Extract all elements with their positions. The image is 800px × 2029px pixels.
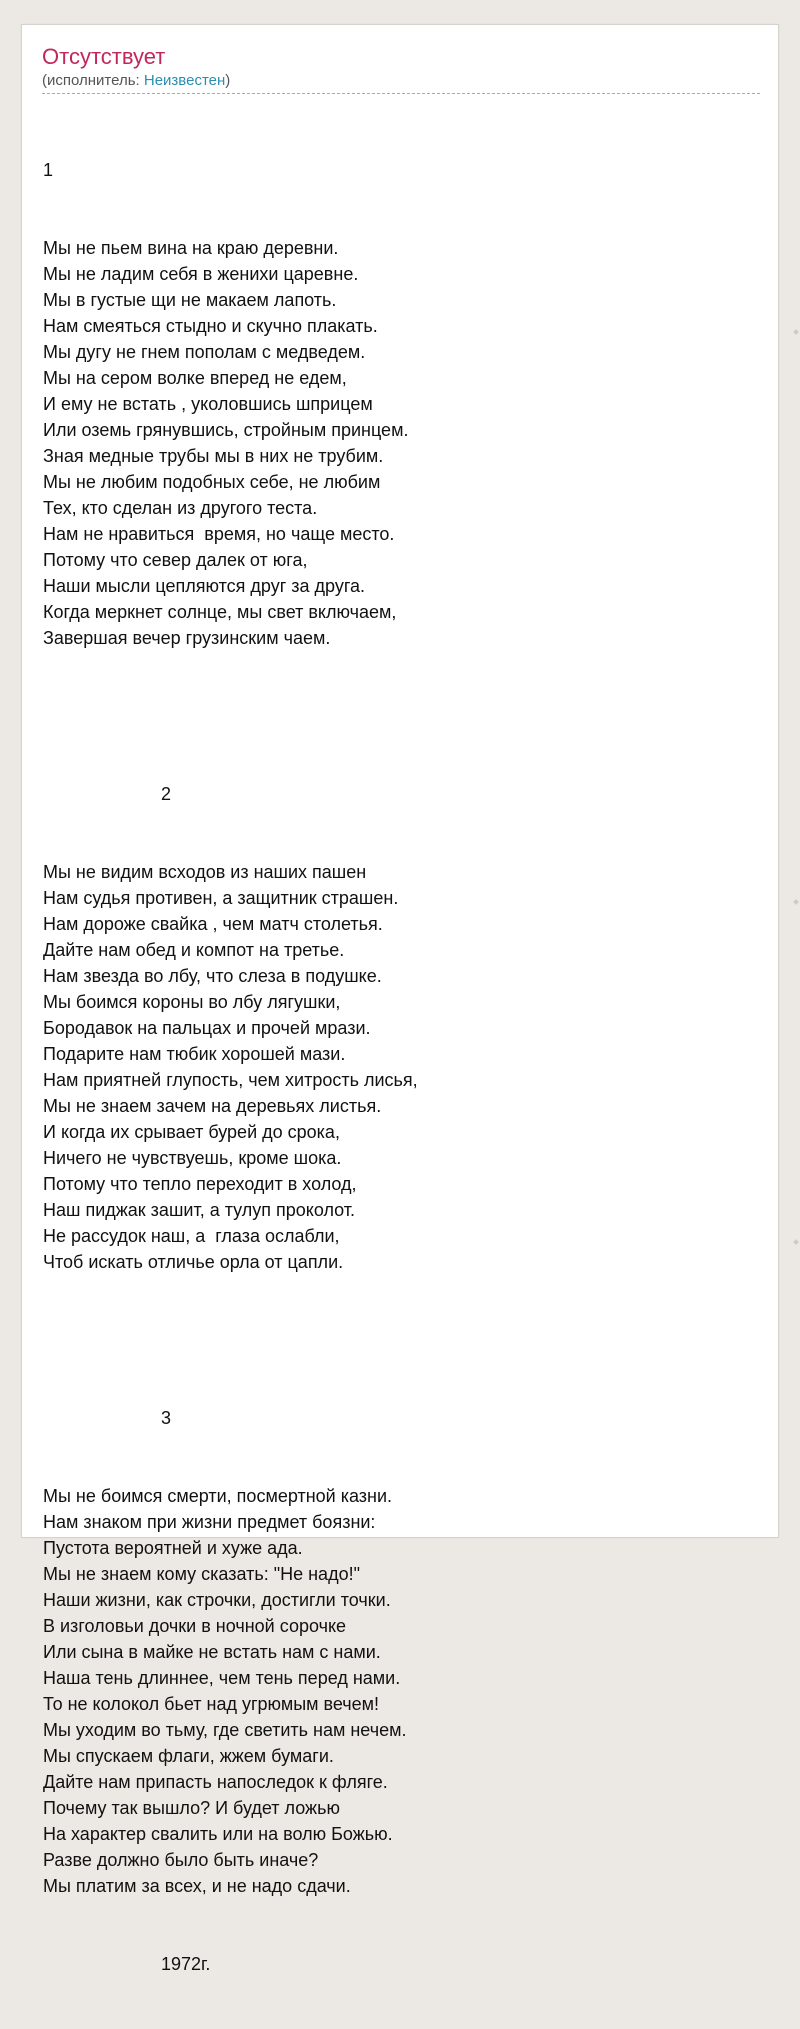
artist-suffix: ) <box>225 72 231 89</box>
lyric-line: Мы дугу не гнем пополам с медведем. <box>43 342 366 362</box>
lyric-line: Или оземь грянувшись, стройным принцем. <box>43 420 409 440</box>
lyric-line: То не колокол бьет над угрюмым вечем! <box>43 1694 380 1714</box>
lyric-line: Пустота вероятней и хуже ада. <box>43 1538 303 1558</box>
lyric-line: Чтоб искать отличье орла от цапли. <box>43 1252 344 1272</box>
lyric-line: Нам смеяться стыдно и скучно плакать. <box>43 316 378 336</box>
lyric-line: Нам приятней глупость, чем хитрость лисья, <box>43 1070 418 1090</box>
verse-3 <box>43 1483 760 1899</box>
lyric-line: И ему не встать , уколовшись шприцем <box>43 394 373 414</box>
lyric-line: Нам судья противен, а защитник страшен. <box>43 888 399 908</box>
verse-2 <box>43 859 760 1275</box>
artist-line <box>42 71 760 94</box>
lyric-line: Наш пиджак зашит, а тулуп проколот. <box>43 1200 356 1220</box>
verse-number: 1 <box>43 160 54 180</box>
lyric-line: Мы боимся короны во лбу лягушки, <box>43 992 341 1012</box>
lyric-line: Зная медные трубы мы в них не трубим. <box>43 446 384 466</box>
lyric-line: Когда меркнет солнце, мы свет включаем, <box>43 602 397 622</box>
lyric-line: Или сына в майке не встать нам с нами. <box>43 1642 381 1662</box>
artist-prefix: (исполнитель: <box>42 72 144 89</box>
lyric-line: Ничего не чувствуешь, кроме шока. <box>43 1148 342 1168</box>
verse-1 <box>43 235 760 651</box>
lyric-line: Мы платим за всех, и не надо сдачи. <box>43 1876 351 1896</box>
lyric-line: Почему так вышло? И будет ложью <box>43 1798 340 1818</box>
lyric-line: Мы не пьем вина на краю деревни. <box>43 238 339 258</box>
lyric-line: Мы не знаем кому сказать: "Не надо!" <box>43 1564 360 1584</box>
lyric-line: И когда их срывает бурей до срока, <box>43 1122 340 1142</box>
lyric-line: Мы на сером волке вперед не едем, <box>43 368 347 388</box>
lyric-line: Завершая вечер грузинским чаем. <box>43 628 331 648</box>
song-header <box>42 43 760 94</box>
artist-link[interactable]: Неизвестен <box>143 72 226 89</box>
lyric-line: Потому что север далек от юга, <box>43 550 308 570</box>
lyric-line: Мы не любим подобных себе, не любим <box>43 472 381 492</box>
lyric-line: Нам звезда во лбу, что слеза в подушке. <box>43 966 382 986</box>
lyrics-card <box>21 24 779 1974</box>
lyric-line: Разве должно было быть иначе? <box>43 1850 319 1870</box>
lyric-line: Дайте нам обед и компот на третье. <box>43 940 345 960</box>
lyric-line: Не рассудок наш, а глаза ослабли, <box>43 1226 340 1246</box>
verse-number: 2 <box>161 784 172 804</box>
lyric-line: Мы не знаем зачем на деревьях листья. <box>43 1096 382 1116</box>
lyric-line: Нам знаком при жизни предмет боязни: <box>43 1512 376 1532</box>
decorative-mark <box>793 1239 799 1245</box>
lyric-line: Бородавок на пальцах и прочей мрази. <box>43 1018 371 1038</box>
blank-line <box>43 1327 760 1353</box>
lyric-line: Мы в густые щи не макаем лапоть. <box>43 290 337 310</box>
lyric-line: Тех, кто сделан из другого теста. <box>43 498 318 518</box>
lyric-line: Нам дороже свайка , чем матч столетья. <box>43 914 383 934</box>
lyrics-text <box>43 105 760 2029</box>
lyric-line: Дайте нам припасть напоследок к фляге. <box>43 1772 388 1792</box>
lyric-line: Мы спускаем флаги, жжем бумаги. <box>43 1746 334 1766</box>
verse-number: 3 <box>161 1408 172 1428</box>
lyric-line: Нам не нравиться время, но чаще место. <box>43 524 395 544</box>
song-title: Отсутствует <box>42 44 166 69</box>
blank-line <box>43 703 760 729</box>
decorative-mark <box>793 899 799 905</box>
lyric-line: Подарите нам тюбик хорошей мази. <box>43 1044 346 1064</box>
lyric-line: Мы не боимся смерти, посмертной казни. <box>43 1486 393 1506</box>
lyric-line: На характер свалить или на волю Божью. <box>43 1824 393 1844</box>
year-line: 1972г. <box>161 1954 211 1974</box>
decorative-mark <box>793 329 799 335</box>
lyric-line: Наша тень длиннее, чем тень перед нами. <box>43 1668 401 1688</box>
lyric-line: Наши жизни, как строчки, достигли точки. <box>43 1590 391 1610</box>
lyric-line: Мы уходим во тьму, где светить нам нечем. <box>43 1720 407 1740</box>
lyric-line: В изголовьи дочки в ночной сорочке <box>43 1616 347 1636</box>
lyric-line: Наши мысли цепляются друг за друга. <box>43 576 366 596</box>
lyric-line: Мы не ладим себя в женихи царевне. <box>43 264 359 284</box>
lyric-line: Потому что тепло переходит в холод, <box>43 1174 357 1194</box>
lyric-line: Мы не видим всходов из наших пашен <box>43 862 367 882</box>
